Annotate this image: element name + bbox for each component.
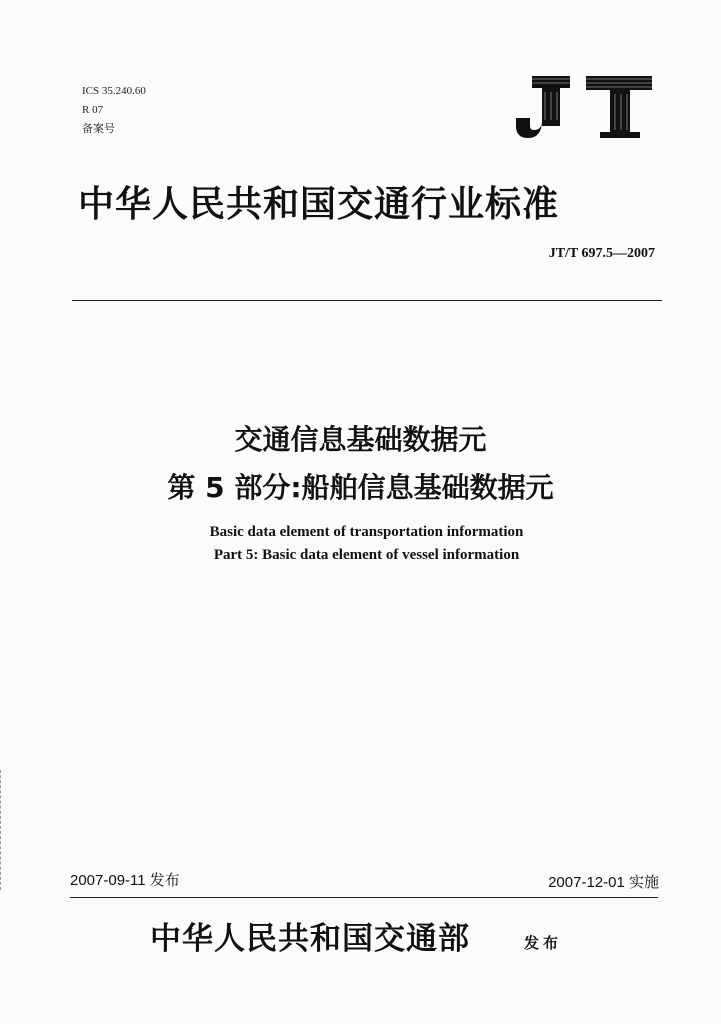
footer-divider	[70, 897, 658, 898]
header-divider	[72, 300, 662, 301]
publish-date: 2007-09-11 发布	[70, 872, 180, 889]
class-code: R 07	[82, 104, 104, 116]
ics-code: ICS 35.240.60	[82, 85, 146, 97]
effective-date: 2007-12-01 实施	[548, 874, 659, 891]
issuing-authority: 中华人民共和国交通部	[150, 921, 470, 957]
classification-block	[82, 82, 146, 139]
standard-number: JT/T 697.5—2007	[548, 246, 655, 261]
record-number-label: 备案号	[82, 123, 115, 135]
chinese-title-line-1: 交通信息基础数据元	[234, 423, 487, 456]
english-title-line-1: Basic data element of transportation information	[209, 524, 524, 540]
scan-edge-marks	[0, 770, 5, 890]
jt-logo-icon	[514, 74, 656, 142]
issue-label: 发布	[524, 934, 563, 952]
standard-category-title: 中华人民共和国交通行业标准	[78, 183, 560, 225]
english-title-line-2: Part 5: Basic data element of vessel information	[213, 547, 520, 563]
chinese-title-line-2: 第 5 部分:船舶信息基础数据元	[167, 471, 554, 504]
